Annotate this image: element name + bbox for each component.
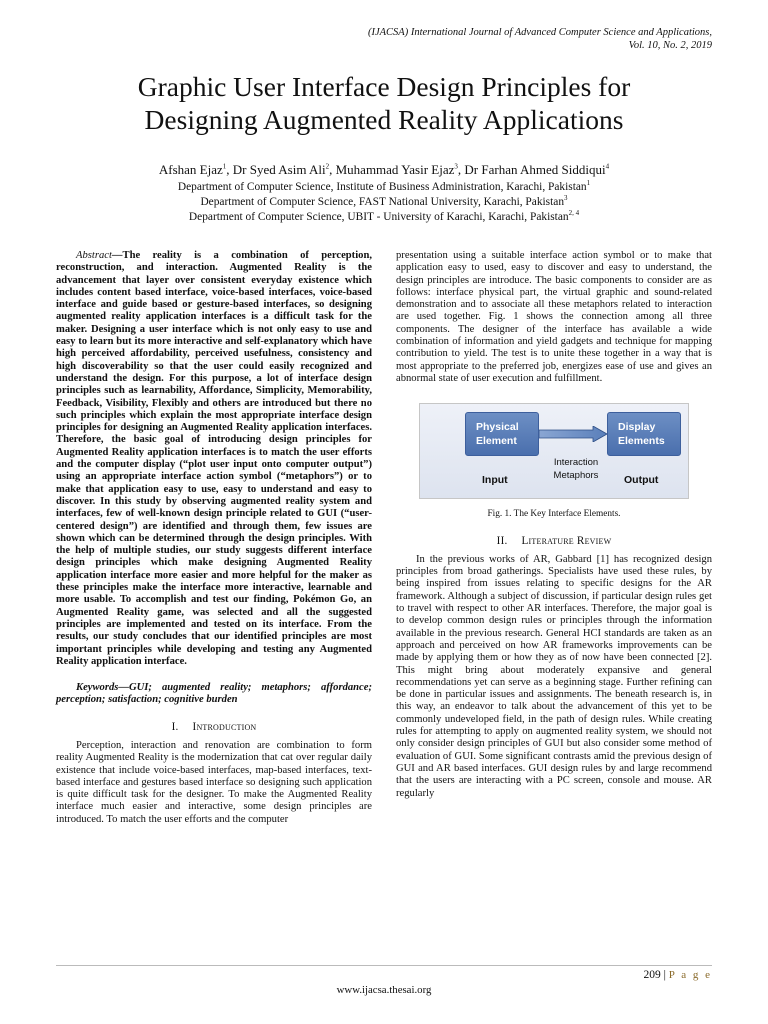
figure-key-interface-elements xyxy=(419,403,689,499)
physical-element-box xyxy=(465,412,539,456)
introduction-paragraph: Perception, interaction and renovation are combination to form reality Augmented Reality is the modernization that cat over regular daily existence that include voice-based interfaces, map-based interfaces, text-based interface and gestures based interface so designing such application is quite difficult task for the designer. To make the Augmented Reality interface much easier and interactive, some design principles are introduced. To match the user efforts and the computer xyxy=(56,739,372,825)
author-affil-mark: 3 xyxy=(454,162,458,171)
author-name: Muhammad Yasir Ejaz xyxy=(335,162,455,177)
arrow-right-icon xyxy=(539,426,607,442)
box-label: Physical xyxy=(476,421,519,434)
abstract-dash: — xyxy=(111,250,123,261)
section-title-rest: iterature xyxy=(528,534,574,547)
box-label: Display xyxy=(618,421,656,434)
keywords xyxy=(56,682,372,707)
literature-review-paragraph: In the previous works of AR, Gabbard [1] has recognized design principles from broad gatherings. Specialists have used these rules, by being inspired from issues relating to specific designs for the AR framework. Although a subject of discussion, if particular design rules get to travel with respect to other AR interfaces. Therefore, the major goal is to develop common design rules or principles through the information available in the previous research. General HCI standards are taken as an approach and perceived on how AR frameworks improvements can be made by applying them or how they as of now have been connected [2]. This might bring about moderately expansive and general recommendations yet can serve as a beginning stage. Further refining can be done in particular issues and assignments. The beneath research is, in this way, an endeavor to talk about the advancement of this yet to be commonly undeveloped field, in the path of design rules. While creating rules for attempting to apply on augmented reality system, we should not only consider design principles of GUI but also consider some method of evaluation of GUI. Some significant contrasts amid the previous design of GUI and AR based interfaces. GUI design rules by and large recommend that the users are interacting with a PC screen, console and mouse. AR regularly xyxy=(396,553,712,799)
affiliation xyxy=(40,210,728,225)
affiliation-text: Department of Computer Science, FAST National University, Karachi, Pakistan xyxy=(200,196,565,208)
abstract xyxy=(56,250,372,668)
author-separator: , xyxy=(457,162,465,177)
author-separator: , xyxy=(329,162,336,177)
figure-caption: Fig. 1. The Key Interface Elements. xyxy=(487,509,621,520)
right-column xyxy=(396,250,712,800)
affiliation-text: Department of Computer Science, UBIT - University of Karachi, Karachi, Pakistan xyxy=(188,211,569,223)
section-heading-literature-review xyxy=(396,535,712,547)
box-label: Elements xyxy=(618,435,665,448)
section-title-initial: R xyxy=(576,534,585,547)
affiliation-list xyxy=(40,180,728,225)
author-name: Dr Farhan Ahmed Siddiqui xyxy=(464,162,606,177)
journal-name: (IJACSA) International Journal of Advanced Computer Science and Applications, xyxy=(367,27,712,38)
author-separator: , xyxy=(226,162,233,177)
section-number: II. xyxy=(496,534,508,547)
output-label: Output xyxy=(624,474,659,487)
author-name: Dr Syed Asim Ali xyxy=(232,162,326,177)
section-heading-introduction xyxy=(56,721,372,733)
title-line-2: Designing Augmented Reality Applications xyxy=(144,104,624,135)
mid-label-line: Interaction xyxy=(553,457,599,469)
box-label: Element xyxy=(476,435,517,448)
paper-title xyxy=(40,70,728,136)
interaction-metaphors-label xyxy=(536,456,616,482)
abstract-label: Abstract xyxy=(76,250,112,261)
page-number-separator: | xyxy=(663,969,666,981)
author-affil-mark: 4 xyxy=(605,162,610,171)
affiliation-text: Department of Computer Science, Institute of Business Administration, Karachi, Pakistan xyxy=(177,181,587,193)
affiliation-mark: 3 xyxy=(564,194,568,203)
footer-divider xyxy=(56,965,712,966)
author-name: Afshan Ejaz xyxy=(158,162,223,177)
affiliation xyxy=(40,195,728,210)
journal-volume: Vol. 10, No. 2, 2019 xyxy=(628,40,712,51)
display-elements-box xyxy=(607,412,681,456)
section-number: I. xyxy=(171,720,179,733)
page-number-value: 209 xyxy=(643,969,661,981)
input-label: Input xyxy=(482,474,508,487)
affiliation xyxy=(40,180,728,195)
journal-header xyxy=(212,26,712,52)
author-affil-mark: 2 xyxy=(325,162,330,171)
title-line-1: Graphic User Interface Design Principles for xyxy=(137,71,631,102)
affiliation-mark: 2, 4 xyxy=(568,209,580,218)
mid-label-line: Metaphors xyxy=(553,470,599,482)
author-affil-mark: 1 xyxy=(222,162,227,171)
section-title-initial: I xyxy=(192,720,197,733)
section-title-initial: L xyxy=(521,534,529,547)
left-column xyxy=(56,250,372,826)
abstract-text: The reality is a combination of perception, reconstruction, and interaction. Augmented Reality is the advancement that layer over consistent everyday existence which includes content based interface, voice-based interfaces, voice-based interface and guide based or gesture-based interfaces, so designing augmented reality application interfaces is a difficult task for the maker. Designing a user interface which is not only easy to use and easy to learn but its more interactive and self-explanatory which have high perceived affordability, perceived usefulness, consistency and high discoverability so that the user could easily recognized and understand the design. For this purpose, a lot of interface design principles such as learnability, Affordance, Simplicity, Memorability, Feedback, Visibility, Flexibly and others are introduced but there no such principles which explain the most appropriate interface design principles for designing an Augmented Reality application interfaces. Therefore, the basic goal of introducing design principles for Augmented Reality application interfaces is to match the user efforts and the computer display (“plot user input onto computer output”) using an appropriate interface action symbol (“metaphors”) or to make that application easy to use, easy to understand and easy to discover. In this study by observing augmented reality system and interfaces, few of well-known design principle related to GUI (“user-centered design”) are identified and through them, few issues are shown which can be determined through the design principles. With the help of multiple studies, our study suggests different interface design principles which make designing Augmented Reality application interface more easier and more helpful for the maker as these principles make the interface more interactive, learnable and more usable. To accomplish and test our finding, Pokémon Go, an Augmented Reality game, was selected and all the suggested principles are implemented and tested on its interface. From the results, our study concludes that our identified principles are most important principles while developing and testing any Augmented Reality application interface. xyxy=(56,250,372,667)
page-number xyxy=(643,969,712,981)
author-list xyxy=(40,161,728,178)
page-word: P a g e xyxy=(668,969,712,981)
section-title-rest: eview xyxy=(584,534,612,547)
journal-website-link[interactable]: www.ijacsa.thesai.org xyxy=(336,984,432,996)
keywords-label: Keywords— xyxy=(76,682,129,694)
affiliation-mark: 1 xyxy=(586,179,591,188)
introduction-continued: presentation using a suitable interface action symbol or to make that application easy to used, easy to discover and easy to understand, the design principles are introduce. The basic components to consider are as follows: interface physical part, the virtual graphic and sound-related demonstration and to associate all these metaphors related to interaction are used together. Fig. 1 shows the connection among all three components. The designer of the interface has available a wide combination of information and yield gadgets and technique for mapping contribution to yield. The test is to unite these together in a way that is most appropriate to the preferred job, energizes ease of use and gives an abnormal state of user execution and fulfillment. xyxy=(396,250,712,384)
keywords-text: GUI; augmented reality; metaphors; affordance; perception; satisfaction; cognitive burden xyxy=(56,682,372,706)
section-title-rest: ntroduction xyxy=(196,720,257,733)
